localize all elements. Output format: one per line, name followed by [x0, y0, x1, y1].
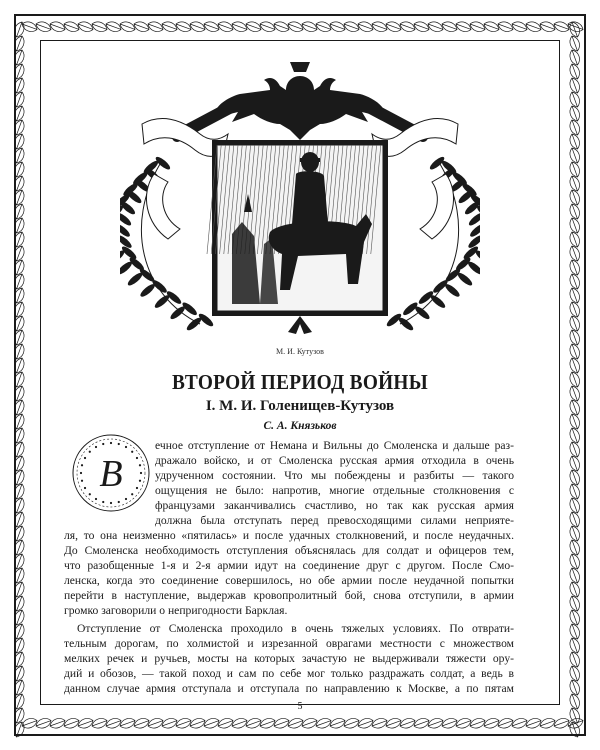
text-line: тельным дорогам, по холмистой и изрезанной оврагами местности с множеством: [64, 637, 514, 650]
author-name: С. А. Князьков: [263, 420, 337, 432]
text-line: громко заговорили о непригодности Барклая.: [64, 604, 288, 617]
text-line: мелких речек и ручьев, мосты на которых зачастую не выдерживали тяжести ору-: [64, 652, 514, 665]
text-line: перейти в наступление, выдержав кровопролитный бой, снова отступили, в армии: [64, 589, 514, 602]
text-line: что разобщенные 1-я и 2-я армии идут на соединение друг с другом. После Смо-: [64, 559, 514, 572]
text-line: ечное отступление от Немана и Вильны до Смоленска и дальше раз-: [155, 439, 514, 452]
double-headed-eagle-icon: [216, 62, 384, 140]
text-line: Отступление от Смоленска проходило в очень тяжелых условиях. По отврати-: [77, 622, 514, 635]
text-line: дий и обозов, — такой поход и сам по себе мог только раздражать солдат, а ведь в: [64, 667, 514, 680]
text-line: удрученном состоянии. Что мы побеждены и разбиты — такого: [155, 469, 514, 482]
text-line: французами заканчивались счастливо, но так как русская армия: [155, 499, 514, 512]
text-line: ленска, когда это соединение совершилось, но обе армии после неудачной попытки: [64, 574, 514, 587]
page-number: 5: [297, 701, 303, 712]
text-line: ощущения не было: напротив, многие отдельные столкновения с: [155, 484, 514, 497]
drop-cap-letter: В: [99, 453, 123, 495]
text-line: данном случае армия отступала и отступала по направлению к Москве, а по пятам: [64, 682, 514, 695]
chapter-title: ВТОРОЙ ПЕРИОД ВОЙНЫ: [172, 370, 428, 394]
drop-cap-ornament: [70, 432, 152, 514]
text-line: должна была отступать перед превосходящими силами неприяте-: [155, 514, 514, 527]
image-caption: М. И. Кутузов: [276, 347, 324, 356]
chapter-subtitle: I. М. И. Голенищев-Кутузов: [205, 398, 395, 414]
kutuzov-portrait-illustration: [120, 54, 480, 342]
text-line: ля, то она неизменно «пятилась» и после удачных столкновений, и после неудачных.: [64, 529, 514, 542]
text-line: дражало войско, и от Смоленска русская армия отходила в очень: [155, 454, 514, 467]
text-line: До Смоленска необходимость отступления объяснялась для солдат и офицеров тем,: [64, 544, 514, 557]
